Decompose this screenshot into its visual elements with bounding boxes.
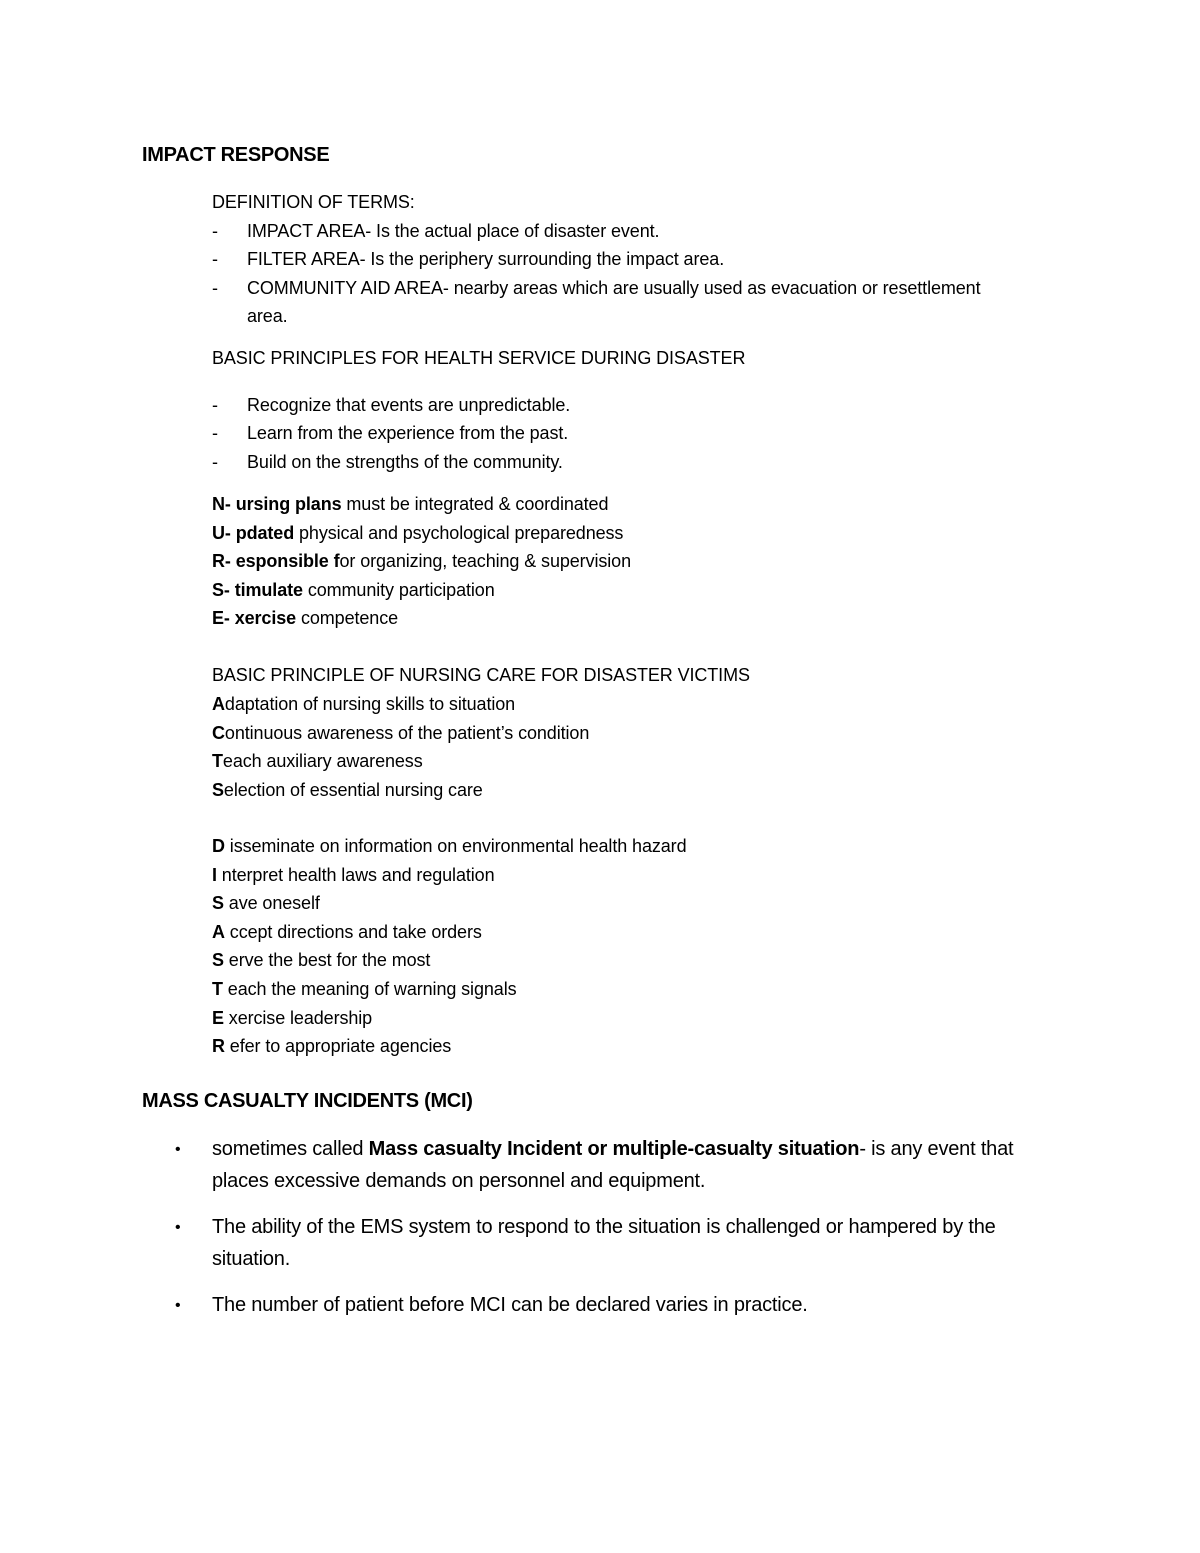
disaster-acronym-item: T each the meaning of warning signals <box>212 978 517 999</box>
mci-bullet-item: • The ability of the EMS system to respond to the situation is challenged or hampered by the situation. <box>170 1212 1060 1275</box>
nurse-acronym-item: R- esponsible for organizing, teaching & supervision <box>212 551 631 572</box>
mci-bullet-list <box>170 1134 1060 1322</box>
disaster-acronym-item: E xercise leadership <box>212 1007 373 1028</box>
acts-acronym-item: Teach auxiliary awareness <box>212 751 423 772</box>
mci-bullet-item: • The number of patient before MCI can be declared varies in practice. <box>170 1290 1060 1322</box>
nurse-acronym-item: N- ursing plans must be integrated & coordinated <box>212 494 609 514</box>
bullet-icon: • <box>175 1141 181 1158</box>
health-service-list <box>212 391 1012 476</box>
definition-impact-area: - IMPACT AREA- Is the actual place of disaster event. <box>212 217 1012 245</box>
acts-acronym-item: Selection of essential nursing care <box>212 779 483 800</box>
acts-acronym-item: Adaptation of nursing skills to situation <box>212 694 516 714</box>
definition-heading: DEFINITION OF TERMS: <box>212 192 415 212</box>
health-service-heading: BASIC PRINCIPLES FOR HEALTH SERVICE DURING DISASTER <box>212 348 746 368</box>
definitions-list <box>212 217 1012 330</box>
disaster-acronym-item: I nterpret health laws and regulation <box>212 864 495 885</box>
bullet-icon: • <box>175 1297 181 1314</box>
mci-bullet-item: • sometimes called Mass casualty Incident or multiple-casualty situation- is any event that places excessive demands on personnel and equipment. <box>170 1134 1060 1197</box>
bullet-icon: • <box>175 1219 181 1236</box>
acts-acronym-item: Continuous awareness of the patient’s condition <box>212 722 590 743</box>
disaster-acronym-item: A ccept directions and take orders <box>212 921 482 942</box>
definition-filter-area: - FILTER AREA- Is the periphery surrounding the impact area. <box>212 245 1012 273</box>
nurse-acronym-item: E- xercise competence <box>212 608 399 629</box>
health-service-item: - Recognize that events are unpredictable. <box>212 391 1012 419</box>
mci-title: MASS CASUALTY INCIDENTS (MCI) <box>142 1090 473 1112</box>
definition-community-aid-area: - COMMUNITY AID AREA- nearby areas which are usually used as evacuation or resettlement area. <box>212 274 1012 331</box>
disaster-acronym-item: R efer to appropriate agencies <box>212 1036 452 1057</box>
disaster-acronym-list <box>212 832 686 1061</box>
nursing-care-heading: BASIC PRINCIPLE OF NURSING CARE FOR DISASTER VICTIMS <box>212 665 750 685</box>
disaster-acronym-item: S erve the best for the most <box>212 950 431 971</box>
impact-response-title: IMPACT RESPONSE <box>142 144 330 166</box>
disaster-acronym-item: D isseminate on information on environmental health hazard <box>212 836 687 856</box>
nurse-acronym-list <box>212 490 631 633</box>
health-service-item: - Learn from the experience from the past. <box>212 419 1012 447</box>
nurse-acronym-item: U- pdated physical and psychological preparedness <box>212 522 624 543</box>
nurse-acronym-item: S- timulate community participation <box>212 579 495 600</box>
acts-acronym-list <box>212 690 589 804</box>
disaster-acronym-item: S ave oneself <box>212 893 320 914</box>
health-service-item: - Build on the strengths of the community. <box>212 448 1012 476</box>
